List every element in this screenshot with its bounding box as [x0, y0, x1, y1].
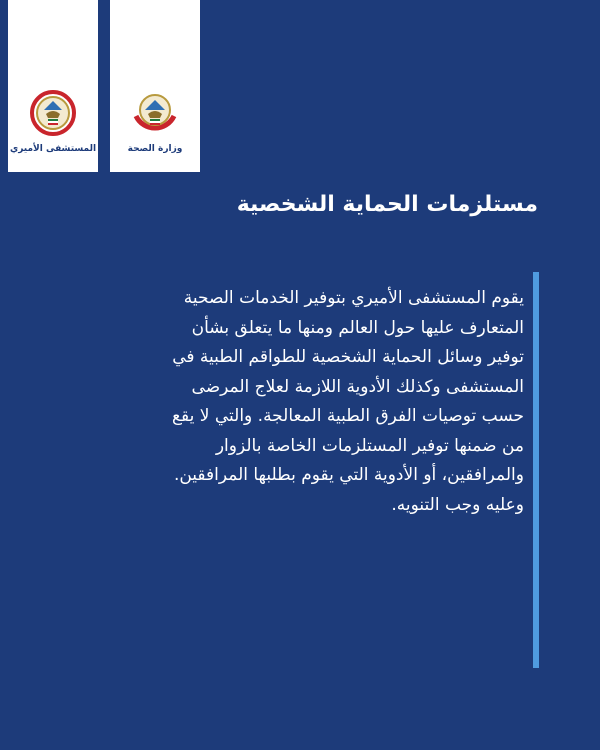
body-line: المستشفى وكذلك الأدوية اللازمة لعلاج المرضى [191, 376, 524, 397]
body-line: حسب توصيات الفرق الطبية المعالجة. والتي لا يقع [171, 406, 524, 426]
ministry-logo-card [110, 0, 200, 172]
hospital-logo-label: المستشفى الأميري [9, 144, 97, 154]
kuwait-emblem-icon [128, 88, 182, 138]
body-line: وعليه وجب التنويه. [391, 494, 524, 515]
body-line: يقوم المستشفى الأميري بتوفير الخدمات الصحية [183, 288, 524, 308]
body-line: توفير وسائل الحماية الشخصية للطواقم الطبية في [172, 347, 524, 367]
ministry-logo-label: وزارة الصحة [127, 144, 183, 154]
body-line: المتعارف عليها حول العالم ومنها ما يتعلق بشأن [191, 317, 524, 338]
amiri-hospital-emblem-icon [26, 88, 80, 138]
accent-bar [533, 272, 539, 668]
body-paragraph [24, 284, 524, 520]
body-line: من ضمنها توفير المستلزمات الخاصة بالزوار [215, 435, 524, 456]
hospital-logo-card [8, 0, 98, 172]
body-line: والمرافقين، أو الأدوية التي يقوم بطلبها المرافقين. [173, 465, 524, 485]
page-title: مستلزمات الحماية الشخصية [236, 192, 538, 217]
